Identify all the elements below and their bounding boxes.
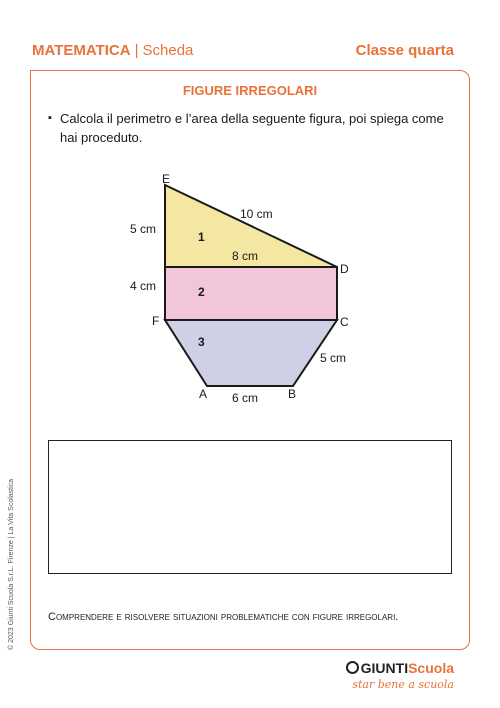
class-label: Classe quarta bbox=[355, 42, 454, 59]
vertex-e: E bbox=[162, 172, 171, 186]
vertex-a: A bbox=[199, 387, 208, 401]
vertex-b: B bbox=[288, 387, 297, 401]
brand-part-a: GIUNTI bbox=[360, 660, 409, 676]
measure-side-e: 5 cm bbox=[130, 222, 157, 236]
trapezoid-region bbox=[165, 320, 337, 386]
bullet-icon: ▪ bbox=[48, 112, 52, 124]
measure-side-f: 4 cm bbox=[130, 279, 157, 293]
learning-objective: Comprendere e risolvere situazioni problematiche con figure irregolari. bbox=[48, 611, 399, 623]
separator: | bbox=[134, 42, 139, 59]
brand-tagline: star bene a scuola bbox=[352, 678, 454, 691]
region-2-label: 2 bbox=[198, 285, 205, 299]
measure-middle: 8 cm bbox=[232, 249, 259, 263]
section-name: Scheda bbox=[142, 42, 194, 59]
publisher-logo bbox=[344, 660, 454, 696]
measure-bc: 5 cm bbox=[320, 351, 347, 365]
g-logo-icon bbox=[346, 661, 359, 674]
worksheet-title: FIGURE IRREGOLARI bbox=[182, 83, 318, 98]
region-3-label: 3 bbox=[198, 335, 205, 349]
brand-name bbox=[346, 660, 454, 676]
vertex-f: F bbox=[152, 314, 160, 328]
measure-ab: 6 cm bbox=[232, 391, 259, 405]
subject-name: MATEMATICA bbox=[32, 42, 131, 59]
copyright-note: © 2023 Giunti Scuola S.r.L. Firenze | La Vita Scolastica bbox=[8, 478, 15, 650]
answer-box[interactable] bbox=[48, 440, 452, 574]
instruction-text: Calcola il perimetro e l’area della seguente figura, poi spiega come hai proceduto. bbox=[60, 111, 444, 145]
brand-part-b: Scuola bbox=[408, 660, 454, 676]
rectangle-region bbox=[165, 267, 337, 320]
vertex-c: C bbox=[340, 315, 349, 329]
measure-ed: 10 cm bbox=[240, 207, 273, 221]
vertex-d: D bbox=[340, 262, 349, 276]
region-1-label: 1 bbox=[198, 230, 205, 244]
